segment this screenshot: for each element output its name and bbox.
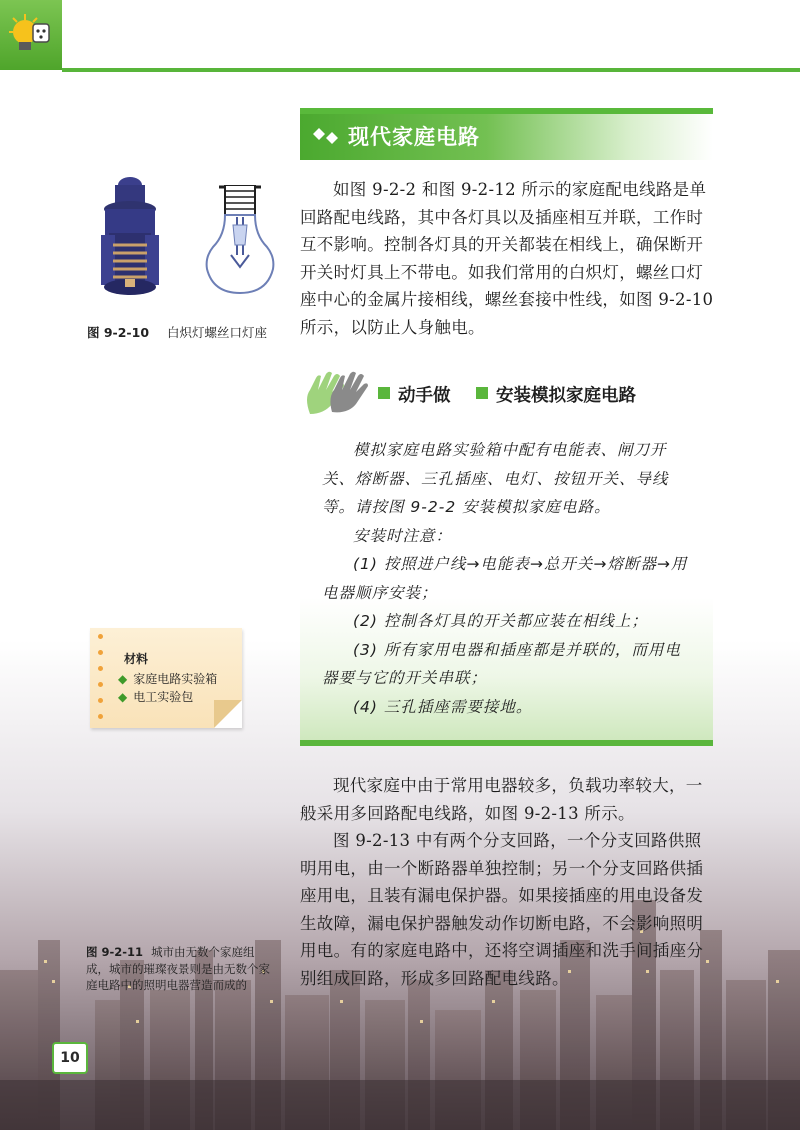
activity-square-marker bbox=[476, 387, 488, 399]
section-intro-paragraph bbox=[300, 176, 715, 341]
materials-item: ◆ 家庭电路实验箱 bbox=[118, 672, 218, 686]
chapter-corner-badge bbox=[0, 0, 62, 70]
activity-paragraph: 模拟家庭电路实验箱中配有电能表、闸刀开关、熔断器、三孔插座、电灯、按钮开关、导线等。请按图 9-2-2 安装模拟家庭电路。 bbox=[322, 441, 669, 516]
materials-title: 材料 bbox=[124, 652, 149, 666]
activity-step: (2) 控制各灯具的开关都应装在相线上； bbox=[353, 612, 648, 630]
materials-item: ◆ 电工实验包 bbox=[118, 690, 194, 704]
materials-note bbox=[90, 628, 242, 728]
activity-title: 安装模拟家庭电路 bbox=[496, 386, 636, 406]
activity-instructions bbox=[322, 436, 694, 721]
body-paragraphs bbox=[300, 772, 715, 992]
figure-number: 图 9-2-11 bbox=[86, 945, 144, 959]
figure-caption-text: 城市由无数个家庭组成，城市的璀璨夜景则是由无数个家庭电路中的照明电器营造而成的 bbox=[86, 945, 270, 992]
page-header bbox=[0, 0, 800, 72]
activity-heading bbox=[302, 368, 712, 416]
activity-step: (1) 按照进户线→电能表→总开关→熔断器→用电器顺序安装； bbox=[322, 555, 688, 602]
body-paragraph: 图 9-2-13 中有两个分支回路，一个分支回路供照明用电，由一个断路器单独控制；另一个分支回路供插座用电，且装有漏电保护器。如果接插座的用电设备发生故障，漏电保护器触发动作切断电路，不会影响照明用电。有的家庭电路中，还将空调插座和洗手间插座分别组成回路，形成多回路配电线路。 bbox=[300, 831, 704, 988]
body-paragraph: 现代家庭中由于常用电器较多，负载功率较大，一般采用多回路配电线路，如图 9-2-13 所示。 bbox=[300, 776, 703, 823]
diamond-bullet-icon: ◆ bbox=[118, 690, 128, 704]
diamond-bullet-icon: ◆ bbox=[118, 672, 128, 686]
activity-label: 动手做 bbox=[398, 386, 451, 406]
figure-caption-text: 白炽灯螺丝口灯座 bbox=[167, 325, 268, 340]
incandescent-bulb-image bbox=[205, 185, 275, 297]
note-binding-dots bbox=[98, 634, 103, 730]
figure-9-2-10-caption bbox=[87, 323, 287, 341]
activity-step: (3) 所有家用电器和插座都是并联的，而用电器要与它的开关串联； bbox=[322, 640, 681, 687]
activity-box-rule bbox=[300, 740, 713, 746]
note-folded-corner bbox=[214, 700, 242, 728]
section-title: 现代家庭电路 bbox=[348, 125, 480, 149]
activity-square-marker bbox=[378, 387, 390, 399]
hands-icon bbox=[302, 368, 374, 416]
header-rule bbox=[62, 68, 800, 72]
screw-lamp-socket-image bbox=[95, 175, 165, 303]
figure-9-2-11-caption bbox=[86, 944, 276, 994]
intro-text: 如图 9-2-2 和图 9-2-12 所示的家庭配电线路是单回路配电线路，其中各灯具以及插座相互并联，工作时互不影响。控制各灯具的开关都装在相线上，确保断开开关时灯具上不带电。如我们常用的白炽灯，螺丝口灯座中心的金属片接相线，螺丝套接中性线，如图 9-2-10 所示，以防止人身触电。 bbox=[300, 180, 714, 337]
page-number: 10 bbox=[52, 1042, 88, 1074]
lightbulb-plug-icon bbox=[9, 12, 53, 56]
activity-step: (4) 三孔插座需要接地。 bbox=[353, 697, 533, 716]
diamond-bullets-icon bbox=[312, 127, 342, 145]
activity-paragraph: 安装时注意： bbox=[353, 526, 453, 545]
figure-number: 图 9-2-10 bbox=[87, 325, 150, 340]
section-heading bbox=[300, 108, 713, 154]
